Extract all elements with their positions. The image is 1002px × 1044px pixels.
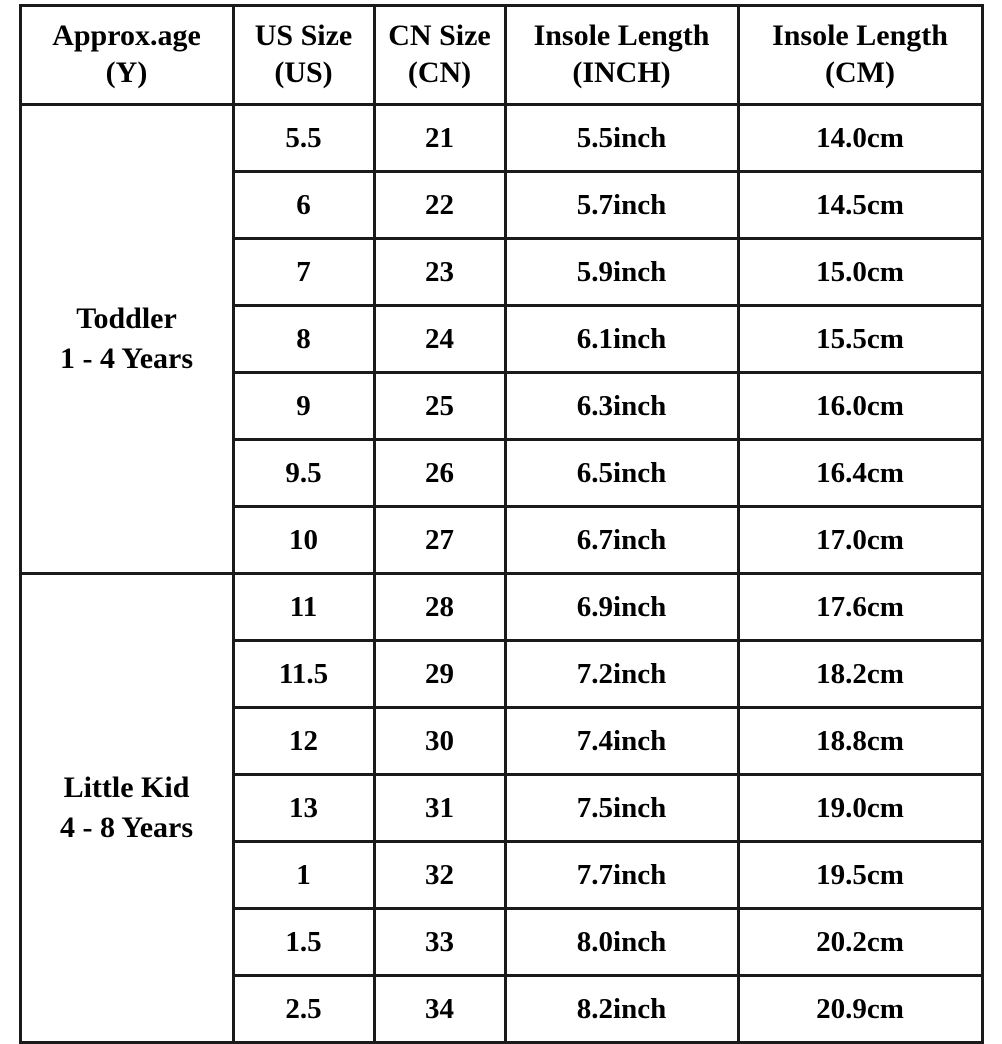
- cell-cn-size: 34: [374, 976, 505, 1043]
- table-row: [20, 105, 982, 172]
- cell-cn-size: 31: [374, 775, 505, 842]
- cell-insole-inch: 7.2inch: [505, 641, 738, 708]
- column-header-line: (CM): [825, 56, 895, 89]
- cell-cn-size: 23: [374, 239, 505, 306]
- cell-cn-size: 22: [374, 172, 505, 239]
- cell-insole-inch: 6.3inch: [505, 373, 738, 440]
- header-row: [20, 6, 982, 105]
- column-header-line: Insole Length: [772, 19, 948, 53]
- column-header-cn-size: [374, 6, 505, 105]
- cell-cn-size: 27: [374, 507, 505, 574]
- cell-insole-cm: 14.5cm: [738, 172, 982, 239]
- group-label-line: Toddler: [76, 302, 177, 336]
- cell-insole-cm: 19.0cm: [738, 775, 982, 842]
- column-header-insole-length-inch: [505, 6, 738, 105]
- cell-us-size: 6: [233, 172, 374, 239]
- group-label-line: 4 - 8 Years: [59, 811, 194, 844]
- cell-insole-cm: 17.0cm: [738, 507, 982, 574]
- cell-us-size: 12: [233, 708, 374, 775]
- cell-insole-inch: 6.1inch: [505, 306, 738, 373]
- cell-insole-cm: 20.2cm: [738, 909, 982, 976]
- cell-insole-inch: 7.4inch: [505, 708, 738, 775]
- cell-us-size: 1.5: [233, 909, 374, 976]
- cell-insole-inch: 6.9inch: [505, 574, 738, 641]
- cell-insole-inch: 8.0inch: [505, 909, 738, 976]
- cell-us-size: 11.5: [233, 641, 374, 708]
- cell-insole-cm: 16.4cm: [738, 440, 982, 507]
- cell-cn-size: 26: [374, 440, 505, 507]
- table-row: [20, 574, 982, 641]
- cell-us-size: 8: [233, 306, 374, 373]
- shoe-size-table: [19, 4, 984, 1044]
- cell-insole-cm: 18.8cm: [738, 708, 982, 775]
- cell-cn-size: 25: [374, 373, 505, 440]
- column-header-us-size: [233, 6, 374, 105]
- cell-us-size: 9: [233, 373, 374, 440]
- cell-insole-cm: 20.9cm: [738, 976, 982, 1043]
- column-header-line: (INCH): [572, 56, 671, 89]
- cell-insole-cm: 17.6cm: [738, 574, 982, 641]
- cell-cn-size: 33: [374, 909, 505, 976]
- column-header-line: US Size: [254, 19, 353, 53]
- cell-us-size: 10: [233, 507, 374, 574]
- column-header-line: Insole Length: [533, 19, 710, 53]
- column-header-line: (CN): [407, 56, 472, 89]
- cell-insole-cm: 18.2cm: [738, 641, 982, 708]
- cell-us-size: 1: [233, 842, 374, 909]
- cell-insole-cm: 14.0cm: [738, 105, 982, 172]
- cell-us-size: 5.5: [233, 105, 374, 172]
- column-header-line: (US): [274, 56, 333, 89]
- cell-insole-cm: 19.5cm: [738, 842, 982, 909]
- column-header-line: CN Size: [388, 19, 491, 53]
- group-label-little-kid: [20, 574, 233, 1043]
- column-header-approx-age: [20, 6, 233, 105]
- cell-cn-size: 32: [374, 842, 505, 909]
- group-label-line: Little Kid: [63, 771, 190, 805]
- cell-us-size: 2.5: [233, 976, 374, 1043]
- cell-insole-inch: 7.5inch: [505, 775, 738, 842]
- cell-us-size: 7: [233, 239, 374, 306]
- cell-insole-inch: 5.7inch: [505, 172, 738, 239]
- cell-us-size: 9.5: [233, 440, 374, 507]
- cell-cn-size: 29: [374, 641, 505, 708]
- table-body: [20, 105, 982, 1043]
- cell-insole-inch: 8.2inch: [505, 976, 738, 1043]
- cell-insole-inch: 6.7inch: [505, 507, 738, 574]
- cell-cn-size: 21: [374, 105, 505, 172]
- cell-insole-inch: 7.7inch: [505, 842, 738, 909]
- cell-insole-cm: 15.5cm: [738, 306, 982, 373]
- cell-insole-inch: 6.5inch: [505, 440, 738, 507]
- group-label-toddler: [20, 105, 233, 574]
- column-header-line: (Y): [105, 56, 148, 89]
- column-header-insole-length-cm: [738, 6, 982, 105]
- cell-cn-size: 24: [374, 306, 505, 373]
- cell-us-size: 11: [233, 574, 374, 641]
- cell-cn-size: 28: [374, 574, 505, 641]
- cell-insole-cm: 15.0cm: [738, 239, 982, 306]
- cell-insole-inch: 5.9inch: [505, 239, 738, 306]
- cell-insole-cm: 16.0cm: [738, 373, 982, 440]
- group-label-line: 1 - 4 Years: [59, 342, 194, 375]
- table-header: [20, 6, 982, 105]
- cell-insole-inch: 5.5inch: [505, 105, 738, 172]
- cell-cn-size: 30: [374, 708, 505, 775]
- cell-us-size: 13: [233, 775, 374, 842]
- column-header-line: Approx.age: [52, 19, 201, 53]
